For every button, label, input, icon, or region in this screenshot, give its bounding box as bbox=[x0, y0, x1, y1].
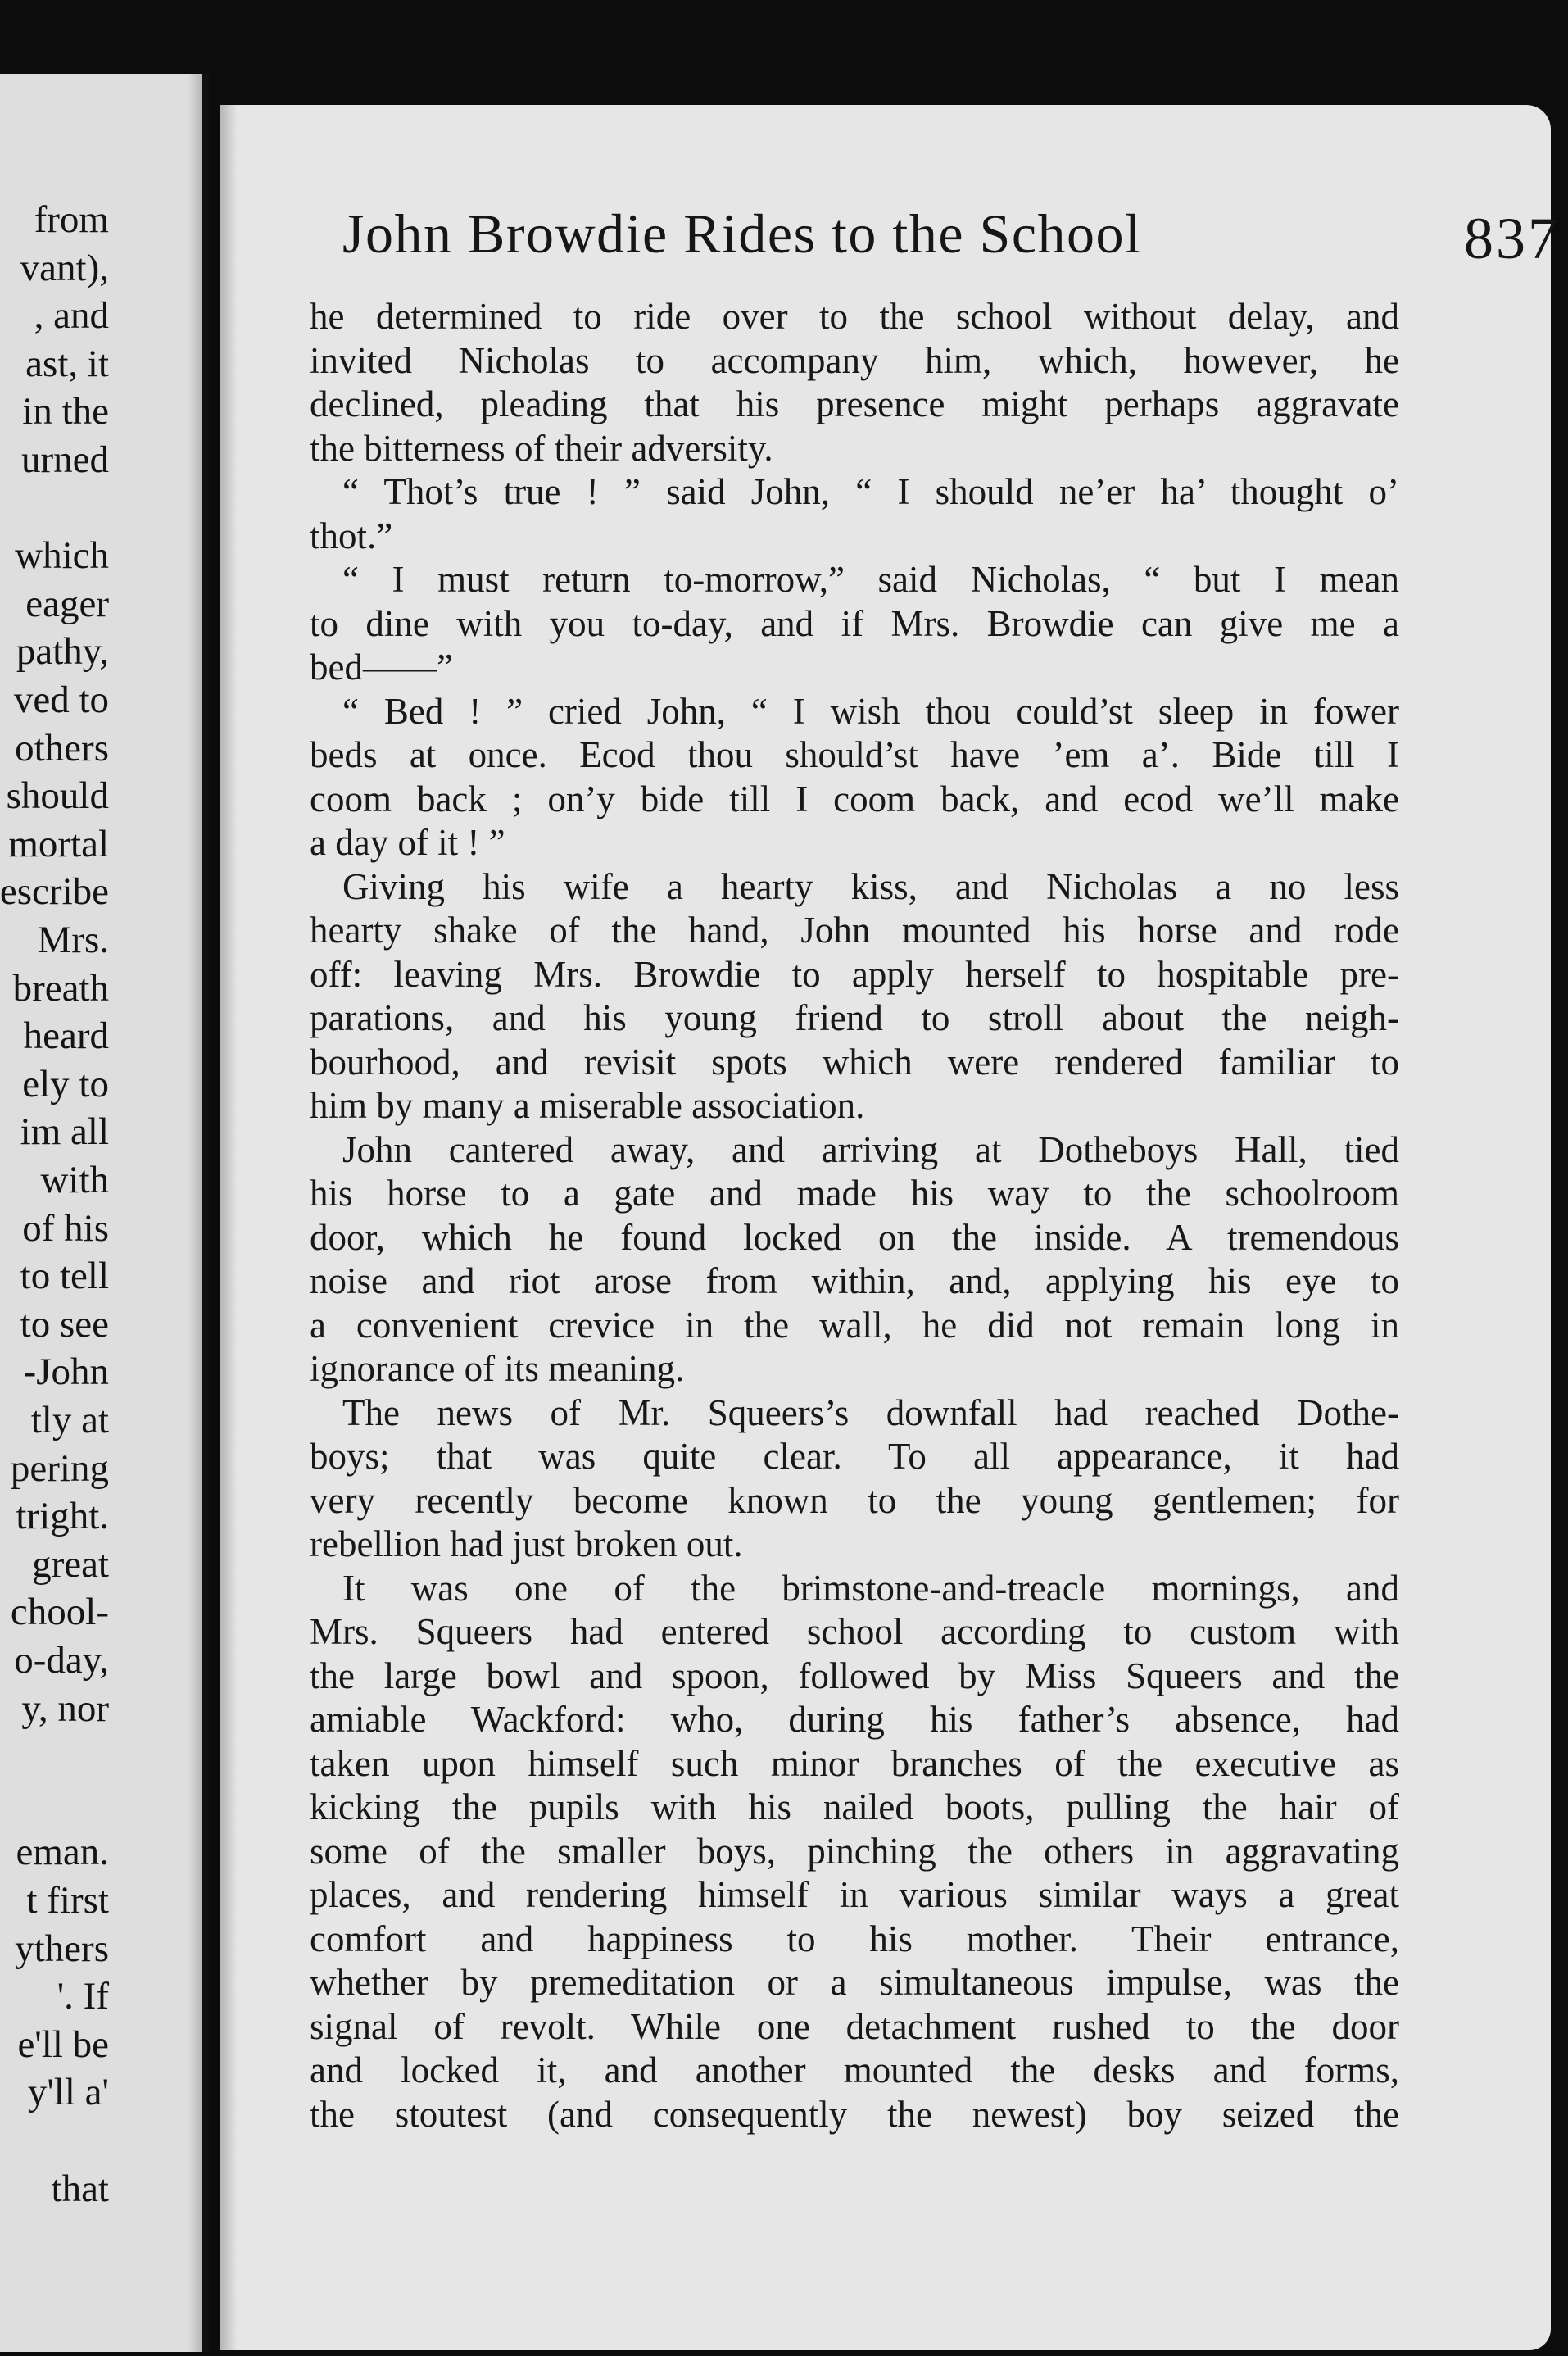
previous-page-fragment bbox=[0, 74, 209, 2352]
previous-page-line: y, nor bbox=[21, 1686, 109, 1730]
text-line: he determined to ride over to the school without delay, and bbox=[310, 296, 1399, 337]
gutter-divider bbox=[202, 74, 209, 2352]
previous-page-line: ast, it bbox=[25, 342, 109, 385]
previous-page-line: of his bbox=[22, 1206, 109, 1250]
text-line: ignorance of its meaning. bbox=[310, 1348, 685, 1389]
previous-page-line: '. If bbox=[57, 1975, 109, 2018]
page-number: 837 bbox=[1464, 206, 1560, 271]
text-line: bed——” bbox=[310, 647, 453, 688]
text-line: “ I must return to-morrow,” said Nicholas, “ but I mean bbox=[342, 559, 1399, 600]
text-line: John cantered away, and arriving at Dotheboys Hall, tied bbox=[342, 1128, 1399, 1170]
previous-page-line: e'll be bbox=[17, 2022, 109, 2066]
previous-page-line: in the bbox=[22, 390, 109, 434]
text-line: rebellion had just broken out. bbox=[310, 1523, 743, 1564]
previous-page-line: t first bbox=[26, 1879, 109, 1922]
previous-page-line: ely to bbox=[22, 1062, 109, 1105]
text-line: comfort and happiness to his mother. Their entrance, bbox=[310, 1918, 1399, 1959]
text-line: a convenient crevice in the wall, he did not remain long in bbox=[310, 1304, 1399, 1346]
text-line: kicking the pupils with his nailed boots, pulling the hair of bbox=[310, 1786, 1399, 1827]
previous-page-line: others bbox=[15, 726, 109, 769]
previous-page-line: to see bbox=[20, 1302, 109, 1346]
previous-page-line: to tell bbox=[20, 1255, 109, 1298]
previous-page-line: ved to bbox=[13, 679, 109, 721]
previous-page-line: eager bbox=[25, 582, 109, 625]
text-line: Giving his wife a hearty kiss, and Nicholas a no less bbox=[342, 865, 1399, 907]
page-header bbox=[342, 202, 1568, 275]
text-line: amiable Wackford: who, during his father’s absence, had bbox=[310, 1699, 1399, 1740]
text-line: boys; that was quite clear. To all appearance, it had bbox=[310, 1436, 1399, 1477]
previous-page-line: , and bbox=[34, 294, 109, 338]
text-line: the large bowl and spoon, followed by Miss Squeers and the bbox=[310, 1655, 1399, 1696]
previous-page-line: with bbox=[40, 1159, 109, 1201]
text-line: It was one of the brimstone-and-treacle mornings, and bbox=[342, 1567, 1399, 1609]
book-page bbox=[220, 105, 1560, 2350]
previous-page-line: y'll a' bbox=[27, 2071, 109, 2114]
previous-page-line: -John bbox=[23, 1351, 109, 1394]
text-line: The news of Mr. Squeers’s downfall had reached Dothe- bbox=[342, 1391, 1399, 1433]
text-line: places, and rendering himself in various similar ways a great bbox=[310, 1874, 1399, 1915]
previous-page-line: tly at bbox=[30, 1399, 109, 1441]
text-line: “ Thot’s true ! ” said John, “ I should ne’er ha’ thought o’ bbox=[342, 471, 1399, 512]
text-line: very recently become known to the young gentlemen; for bbox=[310, 1479, 1399, 1521]
text-line: the bitterness of their adversity. bbox=[310, 427, 773, 469]
text-line: whether by premeditation or a simultaneous impulse, was the bbox=[310, 1962, 1399, 2003]
text-line: declined, pleading that his presence might perhaps aggravate bbox=[310, 384, 1399, 424]
text-line: “ Bed ! ” cried John, “ I wish thou could’st sleep in fower bbox=[342, 690, 1399, 732]
previous-page-line: escribe bbox=[0, 870, 109, 914]
previous-page-line: ythers bbox=[15, 1927, 109, 1970]
text-line: him by many a miserable association. bbox=[310, 1085, 865, 1126]
previous-page-line: breath bbox=[12, 966, 109, 1010]
previous-page-line: chool- bbox=[10, 1591, 109, 1634]
text-line: his horse to a gate and made his way to the schoolroom bbox=[310, 1173, 1399, 1214]
text-line: a day of it ! ” bbox=[310, 822, 505, 863]
gutter-shadow bbox=[188, 74, 202, 2352]
previous-page-line: o-day, bbox=[14, 1639, 109, 1682]
previous-page-line: which bbox=[15, 534, 109, 578]
text-line: to dine with you to-day, and if Mrs. Browdie can give me a bbox=[310, 602, 1399, 644]
previous-page-line: heard bbox=[23, 1015, 109, 1058]
text-line: invited Nicholas to accompany him, which, however, he bbox=[310, 339, 1399, 381]
previous-page-line: vant), bbox=[20, 246, 109, 289]
text-line: coom back ; on’y bide till I coom back, and ecod we’ll make bbox=[310, 778, 1399, 819]
previous-page-line: eman. bbox=[16, 1831, 109, 1874]
previous-page-line: mortal bbox=[8, 822, 109, 865]
text-line: some of the smaller boys, pinching the others in aggravating bbox=[310, 1830, 1399, 1872]
text-line: bourhood, and revisit spots which were rendered familiar to bbox=[310, 1041, 1399, 1083]
text-line: beds at once. Ecod thou should’st have ’em a’. Bide till I bbox=[310, 734, 1399, 775]
text-line: signal of revolt. While one detachment rushed to the door bbox=[310, 2005, 1399, 2047]
previous-page-line: tright. bbox=[16, 1495, 109, 1538]
previous-page-line: that bbox=[51, 2167, 109, 2210]
previous-page-line: pathy, bbox=[16, 630, 109, 674]
running-head: John Browdie Rides to the School bbox=[342, 202, 1142, 265]
page-body-text bbox=[310, 295, 1399, 2136]
text-line: hearty shake of the hand, John mounted his horse and rode bbox=[310, 910, 1399, 951]
previous-page-line: pering bbox=[10, 1446, 109, 1490]
text-line: thot.” bbox=[310, 515, 393, 556]
text-line: and locked it, and another mounted the desks and forms, bbox=[310, 2050, 1399, 2090]
text-line: the stoutest (and consequently the newest) boy seized the bbox=[310, 2093, 1399, 2135]
previous-page-line: should bbox=[6, 774, 109, 818]
previous-page-line: Mrs. bbox=[37, 919, 109, 961]
text-line: noise and riot arose from within, and, applying his eye to bbox=[310, 1260, 1399, 1301]
text-line: door, which he found locked on the inside. A tremendous bbox=[310, 1216, 1399, 1258]
previous-page-line: urned bbox=[20, 438, 109, 481]
text-line: parations, and his young friend to stroll about the neigh- bbox=[310, 997, 1399, 1038]
previous-page-line: great bbox=[32, 1542, 109, 1586]
previous-page-line: from bbox=[34, 198, 109, 241]
previous-page-line: im all bbox=[20, 1110, 109, 1154]
text-line: off: leaving Mrs. Browdie to apply herself to hospitable pre- bbox=[310, 953, 1399, 995]
text-line: taken upon himself such minor branches of the executive as bbox=[310, 1742, 1399, 1784]
text-line: Mrs. Squeers had entered school according to custom with bbox=[310, 1611, 1399, 1652]
